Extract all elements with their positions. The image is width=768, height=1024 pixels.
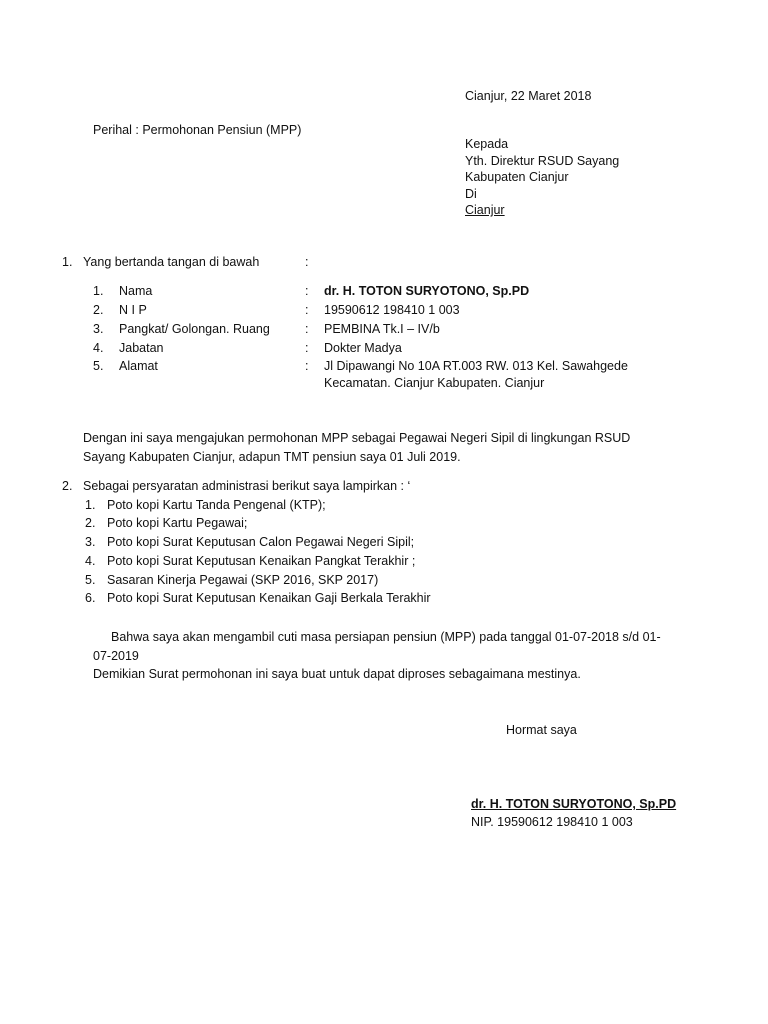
row-label: Alamat — [119, 359, 158, 373]
attachment-number: 1. — [85, 498, 96, 512]
recipient-line3: Di — [465, 187, 477, 201]
row-colon: : — [305, 341, 309, 355]
attachment-text: Poto kopi Surat Keputusan Calon Pegawai Negeri Sipil; — [107, 535, 415, 549]
row-colon: : — [305, 359, 309, 373]
closing-line1: Bahwa saya akan mengambil cuti masa persiapan pensiun (MPP) pada tanggal 01-07-2018 s/d 01- — [111, 630, 661, 644]
section-1-label: Yang bertanda tangan di bawah — [83, 255, 260, 269]
section-2-label: Sebagai persyaratan administrasi berikut saya lampirkan : ‘ — [83, 479, 411, 493]
place-date: Cianjur, 22 Maret 2018 — [465, 89, 592, 103]
signature-nip: NIP. 19590612 198410 1 003 — [471, 815, 633, 829]
closing-line2: 07-2019 — [93, 649, 139, 663]
row-number: 5. — [93, 359, 104, 373]
attachment-text: Poto kopi Surat Keputusan Kenaikan Pangkat Terakhir ; — [107, 554, 416, 568]
row-label: Pangkat/ Golongan. Ruang — [119, 322, 270, 336]
row-colon: : — [305, 322, 309, 336]
attachment-number: 3. — [85, 535, 96, 549]
row-label: N I P — [119, 303, 147, 317]
row-number: 1. — [93, 284, 104, 298]
signature-name: dr. H. TOTON SURYOTONO, Sp.PD — [471, 797, 677, 811]
attachment-text: Poto kopi Kartu Pegawai; — [107, 516, 248, 530]
subject-line: Perihal : Permohonan Pensiun (MPP) — [93, 123, 302, 137]
attachment-number: 6. — [85, 591, 96, 605]
section-1-colon: : — [305, 255, 309, 269]
recipient-city: Cianjur — [465, 203, 505, 217]
signature-greeting: Hormat saya — [506, 723, 577, 737]
row-value: Dokter Madya — [324, 341, 402, 355]
row-label: Nama — [119, 284, 153, 298]
row-value: PEMBINA Tk.I – IV/b — [324, 322, 440, 336]
recipient-line2: Kabupaten Cianjur — [465, 170, 569, 184]
row-colon: : — [305, 303, 309, 317]
attachment-text: Poto kopi Surat Keputusan Kenaikan Gaji Berkala Terakhir — [107, 591, 431, 605]
row-number: 4. — [93, 341, 104, 355]
section-1-number: 1. — [62, 255, 73, 269]
closing-line3: Demikian Surat permohonan ini saya buat untuk dapat diproses sebagaimana mestinya. — [93, 667, 581, 681]
attachment-text: Poto kopi Kartu Tanda Pengenal (KTP); — [107, 498, 326, 512]
recipient-line1: Yth. Direktur RSUD Sayang — [465, 154, 620, 168]
attachment-number: 2. — [85, 516, 96, 530]
attachment-number: 4. — [85, 554, 96, 568]
row-value-continued: Kecamatan. Cianjur Kabupaten. Cianjur — [324, 376, 545, 390]
row-value: Jl Dipawangi No 10A RT.003 RW. 013 Kel. Sawahgede — [324, 359, 628, 373]
statement-line1: Dengan ini saya mengajukan permohonan MPP sebagai Pegawai Negeri Sipil di lingkungan RSUD — [83, 431, 631, 445]
row-label: Jabatan — [119, 341, 164, 355]
row-number: 3. — [93, 322, 104, 336]
row-value: dr. H. TOTON SURYOTONO, Sp.PD — [324, 284, 530, 298]
row-colon: : — [305, 284, 309, 298]
row-number: 2. — [93, 303, 104, 317]
statement-line2: Sayang Kabupaten Cianjur, adapun TMT pensiun saya 01 Juli 2019. — [83, 450, 461, 464]
section-2-number: 2. — [62, 479, 73, 493]
attachment-number: 5. — [85, 573, 96, 587]
attachment-text: Sasaran Kinerja Pegawai (SKP 2016, SKP 2017) — [107, 573, 379, 587]
recipient-kepada: Kepada — [465, 137, 509, 151]
row-value: 19590612 198410 1 003 — [324, 303, 460, 317]
